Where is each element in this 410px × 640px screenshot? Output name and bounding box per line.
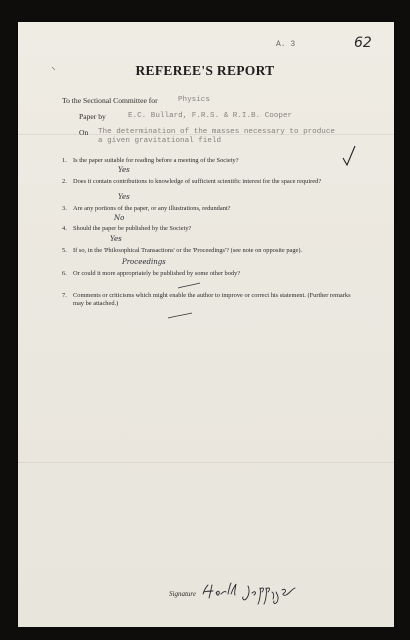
answer-1: Yes	[118, 166, 130, 174]
answer-2: Yes	[118, 193, 130, 201]
question-text: Comments or criticisms which might enable the author to improve or correct his statement. (Further remarks may be attached.)	[73, 292, 351, 307]
question-text: Are any portions of the paper, or any illustrations, redundant?	[73, 205, 231, 212]
question-number: 6.	[62, 270, 67, 277]
paper-by-label: Paper by	[79, 112, 106, 121]
paper-on-value-line2: a given gravitational field	[98, 137, 222, 145]
pen-dash-mark	[168, 313, 192, 318]
question-text: Or could it more appropriately be published by some other body?	[73, 270, 241, 277]
question-number: 1.	[62, 157, 67, 164]
checkmark-icon	[343, 146, 355, 165]
signature-handwriting	[200, 580, 320, 610]
paper-on-label: On	[79, 128, 89, 137]
answer-3: No	[114, 214, 125, 222]
folio-number: 62	[354, 35, 372, 51]
committee-value: Physics	[178, 96, 210, 104]
reference-number: A. 3	[276, 40, 296, 49]
question-number: 7.	[62, 292, 67, 299]
question-text: Is the paper suitable for reading before a meeting of the Society?	[73, 157, 239, 164]
question-number: 4.	[62, 225, 67, 232]
paper-on-value-line1: The determination of the masses necessary to produce	[98, 128, 335, 136]
pen-tick-mark	[52, 67, 55, 70]
answer-4: Yes	[110, 235, 122, 243]
pen-dash-mark	[178, 283, 200, 288]
question-number: 5.	[62, 247, 67, 254]
page-title: REFEREE'S REPORT	[135, 63, 275, 78]
question-text: Should the paper be published by the Society?	[73, 225, 192, 232]
answer-5: Proceedings	[122, 258, 166, 266]
question-text: If so, in the 'Philosophical Transactions' or the 'Proceedings'? (see note on opposite page).	[73, 247, 303, 254]
question-number: 2.	[62, 178, 67, 185]
committee-label: To the Sectional Committee for	[62, 96, 158, 105]
question-text: Does it contain contributions to knowledge of sufficient scientific interest for the space required?	[73, 178, 322, 185]
signature-label: Signature	[169, 590, 196, 598]
question-number: 3.	[62, 205, 67, 212]
paper-by-value: E.C. Bullard, F.R.S. & R.I.B. Cooper	[128, 112, 293, 120]
